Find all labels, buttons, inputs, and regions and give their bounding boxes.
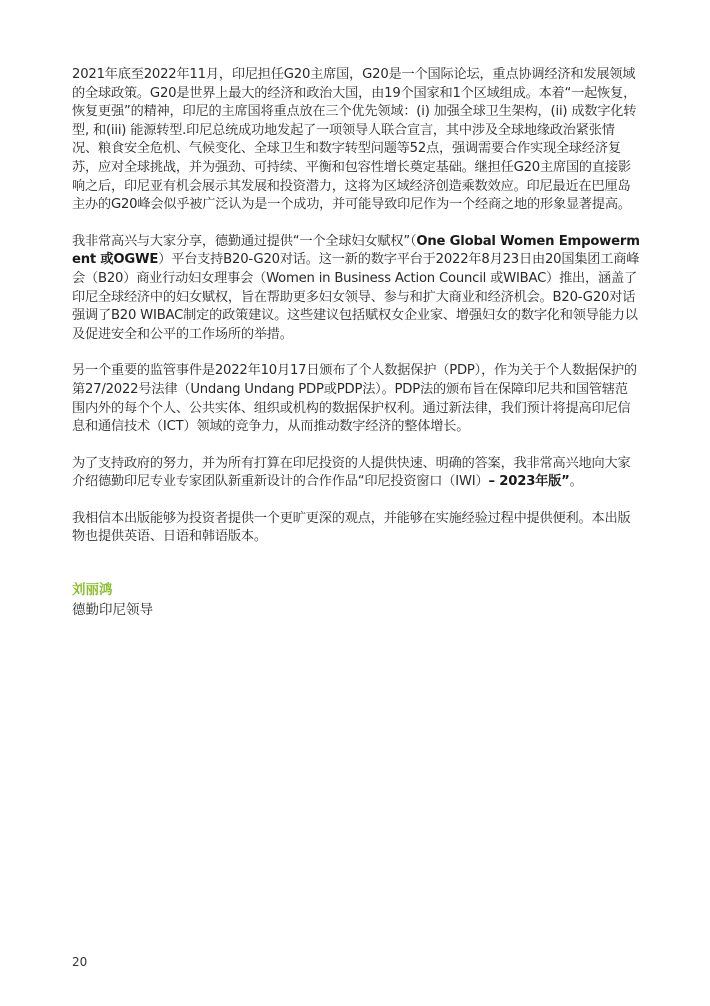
paragraph-3-text: 另一个重要的监管事件是2022年10月17日颁布了个人数据保护（PDP），作为关于个人数据保护的第27/2022号法律（Undang Undang PDP或PDP法）。PDP法的颁布旨在保障印尼共和国管辖范围内外的每个个人、公共实体、组织或机构的数据保护权利。通过新法律，我们预计将提高印尼信息和通信技术（ICT）领域的竞争力，从而推动数字经济的整体增长。 — [72, 363, 637, 435]
paragraph-1 — [72, 66, 640, 215]
paragraph-2-text-a: 我非常高兴与大家分享，德勤通过提供“一个全球妇女赋权”（ — [72, 233, 417, 249]
signature-block — [72, 581, 640, 619]
paragraph-3 — [72, 362, 640, 436]
ogwe-bold-term: One Global Women Empowerment 或OGWE — [72, 233, 640, 268]
edition-bold-term: – 2023年版” — [488, 474, 570, 490]
paragraph-2 — [72, 233, 640, 345]
signature-name: 刘丽鸿 — [72, 582, 113, 599]
signature-title: 德勤印尼领导 — [72, 602, 153, 619]
paragraph-1-text: 2021年底至2022年11月，印尼担任G20主席国，G20是一个国际论坛，重点协调经济和发展领域的全球政策。G20是世界上最大的经济和政治大国，由19个国家和1个区域组成。本着“一起恢复，恢复更强”的精神，印尼的主席国将重点放在三个优先领域：(i) 加强全球卫生架构，(ii) 成数字化转型, 和(iii) 能源转型.印尼总统成功地发起了一项领导人联合宣言，其中涉及全球地缘政治紧张情况、粮食安全危机、气候变化、全球卫生和数字转型问题等52点，强调需要合作实现全球经济复苏，应对全球挑战，并为强劲、可持续、平衡和包容性增长奠定基础。继担任G20主席国的直接影响之后，印尼亚有机会展示其发展和投资潜力，这将为区域经济创造乘数效应。印尼最近在巴厘岛主办的G20峰会似乎被广泛认为是一个成功，并可能导致印尼作为一个经商之地的形象显著提高。 — [72, 67, 637, 213]
page-number: 20 — [72, 955, 88, 969]
paragraph-2-text-b: ）平台支持B20-G20对话。这一新的数字平台于2022年8月23日由20国集团工商峰会（B20）商业行动妇女理事会（Women in Business Action Council 或WIBAC）推出，涵盖了印尼全球经济中的妇女赋权，旨在帮助更多妇女领导、参与和扩大商业和经济机会。B20-G20对话强调了B20 WIBAC制定的政策建议。这些建议包括赋权女企业家、增强妇女的数字化和领导能力以及促进安全和公平的工作场所的举措。 — [72, 252, 640, 342]
paragraph-4-text-b: 。 — [569, 474, 583, 490]
paragraph-5 — [72, 510, 640, 547]
paragraph-5-text: 我相信本出版能够为投资者提供一个更旷更深的观点，并能够在实施经验过程中提供便利。本出版物也提供英语、日语和韩语版本。 — [72, 510, 631, 545]
paragraph-4 — [72, 455, 640, 492]
body-text — [72, 66, 640, 547]
paragraph-4-text-a: 为了支持政府的努力，并为所有打算在印尼投资的人提供快速、明确的答案，我非常高兴地向大家介绍德勤印尼专业专家团队新重新设计的合作作品“印尼投资窗口（IWI） — [72, 455, 631, 490]
